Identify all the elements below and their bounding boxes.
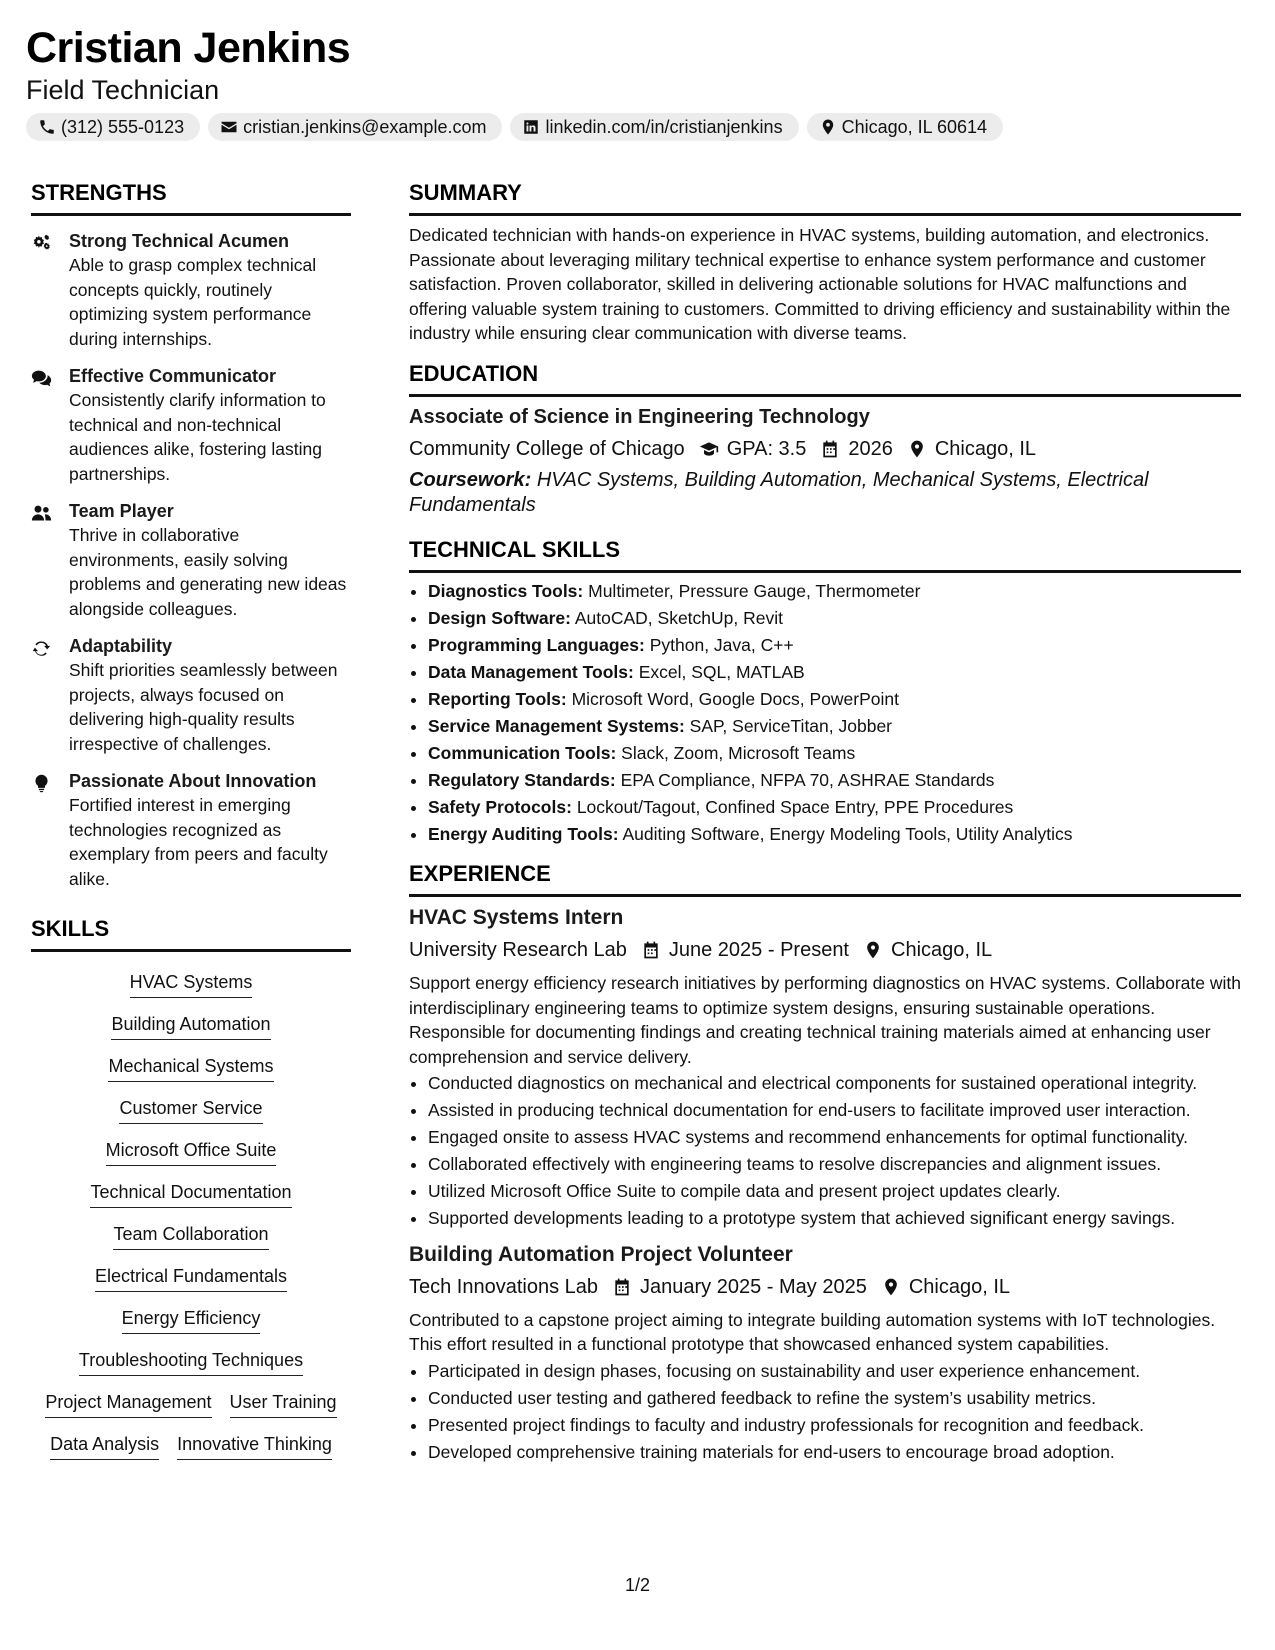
strengths-section <box>31 179 351 891</box>
job-title: HVAC Systems Intern <box>409 906 624 929</box>
strength-description: Fortified interest in emerging technologies recognized as exemplary from peers and faculty alike. <box>69 795 328 889</box>
section-divider <box>409 570 1241 573</box>
list-item: • Diagnostics Tools: Multimeter, Pressure Gauge, Thermometer <box>428 579 1241 604</box>
strength-title: Adaptability <box>69 636 173 656</box>
strength-item <box>31 499 351 621</box>
coursework-label: Coursework: <box>409 468 532 491</box>
education-heading: EDUCATION <box>409 360 539 386</box>
list-item: • Engaged onsite to assess HVAC systems and recommend enhancements for optimal functionality. <box>428 1125 1241 1150</box>
list-item: • Utilized Microsoft Office Suite to compile data and present project updates clearly. <box>428 1179 1241 1204</box>
skill-tag: Technical Documentation <box>90 1180 291 1208</box>
contact-location-text: Chicago, IL 60614 <box>841 116 988 137</box>
job-bullets <box>409 1359 1241 1465</box>
job-bullets <box>409 1071 1241 1231</box>
skill-tag: User Training <box>230 1390 337 1418</box>
list-item: • Reporting Tools: Microsoft Word, Google Docs, PowerPoint <box>428 687 1241 712</box>
contact-linkedin-text: linkedin.com/in/cristianjenkins <box>545 116 783 137</box>
job-location: Chicago, IL <box>908 1275 1011 1298</box>
phone-icon <box>38 118 56 136</box>
technical-skills-heading: TECHNICAL SKILLS <box>409 536 621 562</box>
list-item: • Design Software: AutoCAD, SketchUp, Revit <box>428 606 1241 631</box>
list-item: • Service Management Systems: SAP, ServiceTitan, Jobber <box>428 714 1241 739</box>
skill-tag: Building Automation <box>111 1012 270 1040</box>
list-item: • Regulatory Standards: EPA Compliance, NFPA 70, ASHRAE Standards <box>428 768 1241 793</box>
school-name: Community College of Chicago <box>409 437 685 460</box>
gpa-text: GPA: 3.5 <box>726 437 807 460</box>
skill-tag: Troubleshooting Techniques <box>79 1348 303 1376</box>
coursework-list: HVAC Systems, Building Automation, Mechanical Systems, Electrical Fundamentals <box>409 468 1149 516</box>
experience-heading: EXPERIENCE <box>409 861 551 886</box>
list-item: • Participated in design phases, focusing on sustainability and user experience enhancement. <box>428 1359 1241 1384</box>
candidate-title: Field Technician <box>26 75 220 105</box>
location-pin-icon <box>907 439 927 459</box>
job-description: Support energy efficiency research initiatives by performing diagnostics on HVAC systems. Collaborate with interdisciplinary engineering teams to optimize system designs, ensuring sustainable operations. Responsible for documenting findings and creating technical training materials aimed at enhancing user comprehension and service delivery. <box>409 973 1241 1067</box>
job-location: Chicago, IL <box>891 939 993 961</box>
employer-name: University Research Lab <box>409 939 627 961</box>
strength-description: Able to grasp complex technical concepts quickly, routinely optimizing system performance during internships. <box>69 255 317 349</box>
strength-description: Consistently clarify information to technical and non-technical audiences alike, fostering lasting partnerships. <box>69 390 326 484</box>
strength-title: Effective Communicator <box>69 366 277 386</box>
location-pin-icon <box>819 118 837 136</box>
resume-header <box>26 22 1246 141</box>
education-location: Chicago, IL <box>934 437 1037 460</box>
strength-title: Strong Technical Acumen <box>69 231 290 251</box>
skill-tag: Innovative Thinking <box>177 1432 332 1460</box>
list-item: • Conducted diagnostics on mechanical and electrical components for sustained operational integrity. <box>428 1071 1241 1096</box>
list-item: • Collaborated effectively with engineering teams to resolve discrepancies and alignment issues. <box>428 1152 1241 1177</box>
technical-skills-list <box>409 579 1241 847</box>
employer-name: Tech Innovations Lab <box>409 1275 599 1298</box>
location-pin-icon <box>863 940 883 960</box>
skill-tag: Data Analysis <box>50 1432 159 1460</box>
contact-location <box>807 113 1003 141</box>
section-divider <box>31 213 351 216</box>
strength-description: Shift priorities seamlessly between projects, always focused on delivering high-quality results irrespective of challenges. <box>69 660 338 754</box>
section-divider <box>409 894 1241 897</box>
skill-tag: Electrical Fundamentals <box>95 1264 287 1292</box>
job-dates: January 2025 - May 2025 <box>640 1275 867 1298</box>
job-dates: June 2025 - Present <box>668 939 849 961</box>
calendar-icon <box>612 1277 632 1297</box>
summary-heading: SUMMARY <box>409 180 522 205</box>
list-item: • Conducted user testing and gathered feedback to refine the system’s usability metrics. <box>428 1386 1241 1411</box>
lightbulb-icon <box>31 773 52 794</box>
skill-tag: Team Collaboration <box>113 1222 268 1250</box>
strengths-heading: STRENGTHS <box>31 180 167 205</box>
strength-title: Team Player <box>69 501 174 521</box>
list-item: • Assisted in producing technical documentation for end-users to facilitate improved user interaction. <box>428 1098 1241 1123</box>
skills-list <box>31 970 351 1460</box>
section-divider <box>31 949 351 952</box>
contact-phone[interactable] <box>26 113 200 141</box>
coursework <box>409 468 1241 518</box>
location-pin-icon <box>881 1277 901 1297</box>
job-title: Building Automation Project Volunteer <box>409 1242 793 1266</box>
degree-title: Associate of Science in Engineering Technology <box>409 405 870 428</box>
job-entry <box>409 904 1241 1231</box>
skill-tag: HVAC Systems <box>130 970 253 998</box>
contact-email-text: cristian.jenkins@example.com <box>243 116 487 137</box>
chat-bubbles-icon <box>31 368 52 389</box>
strength-item <box>31 364 351 486</box>
list-item: • Supported developments leading to a prototype system that achieved significant energy savings. <box>428 1206 1241 1231</box>
contact-bar <box>26 113 1246 141</box>
page-number: 1/2 <box>624 1575 651 1595</box>
job-description: Contributed to a capstone project aiming to integrate building automation systems with IoT technologies. This effort resulted in a functional prototype that showcased enhanced system capabilities. <box>409 1309 1216 1354</box>
calendar-icon <box>641 940 661 960</box>
summary-section <box>409 179 1241 346</box>
sync-arrows-icon <box>31 638 52 659</box>
strength-item <box>31 769 351 891</box>
list-item: • Programming Languages: Python, Java, C++ <box>428 633 1241 658</box>
experience-section <box>409 860 1241 1464</box>
calendar-icon <box>820 439 840 459</box>
list-item: • Presented project findings to faculty and industry professionals for recognition and feedback. <box>428 1413 1241 1438</box>
skills-section <box>31 915 351 1460</box>
skills-heading: SKILLS <box>31 916 110 941</box>
list-item: • Energy Auditing Tools: Auditing Software, Energy Modeling Tools, Utility Analytics <box>428 822 1241 847</box>
list-item: • Developed comprehensive training materials for end-users to encourage broad adoption. <box>428 1440 1241 1465</box>
users-icon <box>31 503 52 524</box>
strength-item <box>31 634 351 756</box>
education-section <box>409 360 1241 518</box>
skill-tag: Project Management <box>45 1390 211 1418</box>
linkedin-icon <box>522 118 540 136</box>
technical-skills-section <box>409 536 1241 847</box>
list-item: • Data Management Tools: Excel, SQL, MATLAB <box>428 660 1241 685</box>
job-meta <box>409 936 1241 964</box>
education-meta <box>409 435 1241 463</box>
list-item: • Safety Protocols: Lockout/Tagout, Confined Space Entry, PPE Procedures <box>428 795 1241 820</box>
skill-tag: Energy Efficiency <box>122 1306 261 1334</box>
contact-email[interactable] <box>208 113 502 141</box>
right-column <box>409 179 1241 1467</box>
section-divider <box>409 213 1241 216</box>
strength-item <box>31 229 351 351</box>
section-divider <box>409 394 1241 397</box>
skill-tag: Customer Service <box>119 1096 262 1124</box>
left-column <box>31 179 351 1460</box>
graduation-cap-icon <box>699 439 719 459</box>
summary-text: Dedicated technician with hands-on experience in HVAC systems, building automation, and electronics. Passionate about leveraging military technical expertise to enhance system performance and customer satisfaction. Proven collaborator, skilled in delivering actionable solutions for HVAC malfunctions and offering valuable system training to customers. Committed to driving efficiency and sustainability within the industry while ensuring clear communication with diverse teams. <box>409 225 1231 343</box>
list-item: • Communication Tools: Slack, Zoom, Microsoft Teams <box>428 741 1241 766</box>
job-entry <box>409 1241 1241 1465</box>
email-icon <box>220 118 238 136</box>
job-meta <box>409 1273 1241 1301</box>
skill-tag: Microsoft Office Suite <box>106 1138 277 1166</box>
contact-phone-text: (312) 555-0123 <box>61 116 185 137</box>
strength-description: Thrive in collaborative environments, easily solving problems and generating new ideas alongside colleagues. <box>69 525 347 619</box>
gears-icon <box>31 233 52 254</box>
graduation-year: 2026 <box>848 437 893 460</box>
candidate-name: Cristian Jenkins <box>26 24 351 72</box>
strength-title: Passionate About Innovation <box>69 771 317 791</box>
skill-tag: Mechanical Systems <box>108 1054 273 1082</box>
contact-linkedin[interactable] <box>510 113 798 141</box>
